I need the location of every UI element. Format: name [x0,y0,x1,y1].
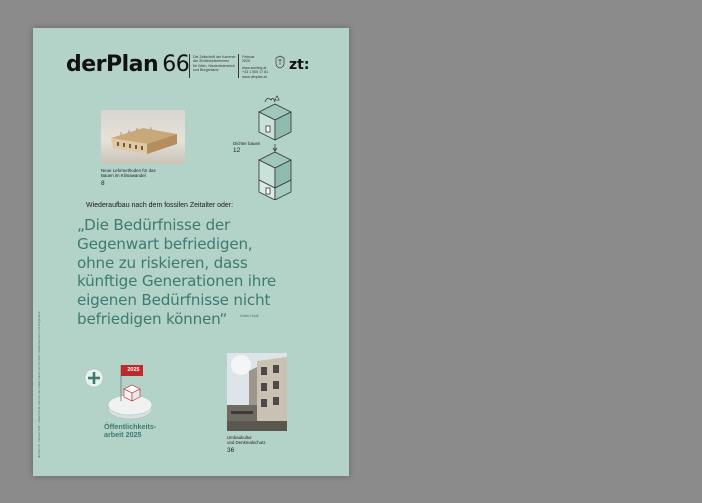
cover-photo-model [101,110,185,164]
divider [189,54,190,78]
stacked-houses-illustration [255,94,295,200]
side-note: derPlan 66 · Februar 2025 · Zeitschrift der Kammer der ZiviltechnikerInnen für Wien, Niederösterreich und Burgenland [37,311,41,458]
quote-author: Volker Hauff [240,314,259,318]
divider [238,54,239,78]
feature-page-dichter-bauen: 12 [233,147,241,154]
contact-text: www.arching.at +43 1 505 17 81 www.derplan.at [242,66,269,79]
coat-of-arms-icon [274,55,286,69]
pr-title: Öffentlichkeits- arbeit 2025 [104,422,157,440]
feature-page-umbaukultur: 36 [227,447,235,454]
cover-quote: „Die Bedürfnisse der Gegenwart befriedigen, ohne zu riskieren, dass künftige Generationen ihre eigenen Bedürfnisse nicht befriedigen können“ [77,216,277,328]
feature-caption-dichter-bauen: Dichter bauen [233,141,261,146]
cover-photo-building [227,353,287,431]
flag-label: 2025 [127,367,140,373]
issue-number: 66 [162,52,190,77]
zt-logo: zt: [289,57,310,73]
pr-2025-illustration [84,361,154,423]
magazine-title: derPlan [66,52,159,77]
publisher-text: Die Zeitschrift der Kammer der ZiviltechnikerInnen für Wien, Niederösterreich und Burgenland [193,55,236,73]
magazine-cover [33,28,349,476]
feature-page-lehrmethoden: 8 [101,180,105,187]
feature-caption-lehrmethoden: Neue Lehrmethoden für das Bauen im Klimawandel [101,168,156,179]
masthead [66,52,189,77]
date-text: Februar 2025 [242,55,255,64]
feature-caption-umbaukultur: Umbaukultur und Denkmalschutz [227,435,266,446]
cover-kicker: Wiederaufbau nach dem fossilen Zeitalter oder: [86,202,234,209]
